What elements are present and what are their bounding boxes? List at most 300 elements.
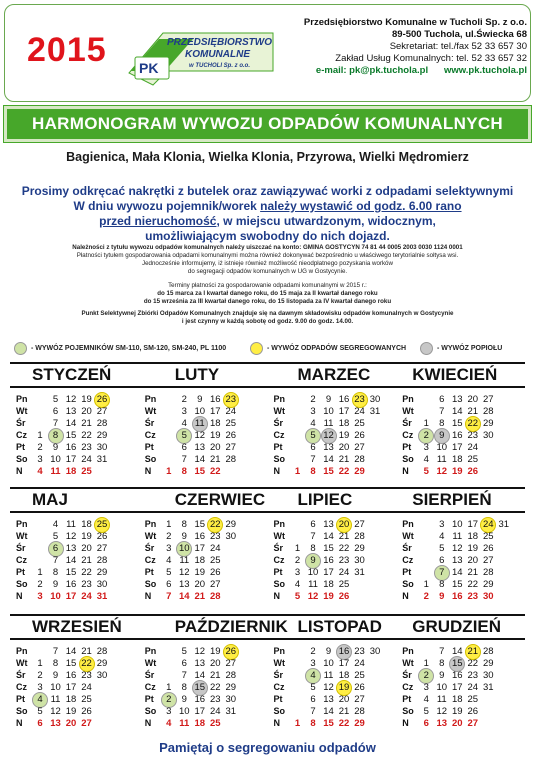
- calendar-day: 30: [354, 555, 365, 566]
- calendar-day: 31: [96, 454, 108, 465]
- calendar-day: 15: [323, 466, 334, 477]
- day-label: Pn: [16, 394, 28, 404]
- day-label: Pn: [144, 646, 157, 656]
- calendar-day: 2: [423, 430, 429, 441]
- calendar-day: 8: [52, 430, 59, 441]
- calendar-day: 29: [354, 543, 365, 554]
- calendar-day: 13: [451, 555, 463, 566]
- calendar-day: 20: [209, 658, 221, 669]
- calendar-day: 1: [166, 466, 172, 477]
- day-label: Pn: [144, 394, 157, 404]
- calendar-day: 13: [323, 519, 334, 530]
- calendar-day: 24: [482, 519, 494, 530]
- calendar-day: 16: [323, 555, 334, 566]
- calendar-day: 10: [307, 567, 319, 578]
- calendar-day: 26: [96, 394, 108, 405]
- calendar-day: 13: [323, 694, 334, 705]
- calendar-day: 22: [209, 519, 221, 530]
- calendar-day: 12: [178, 567, 190, 578]
- calendar-day: 31: [482, 682, 494, 693]
- calendar-day: 6: [52, 543, 59, 554]
- calendar-day: 19: [81, 394, 92, 405]
- company-address: 89-500 Tuchola, ul.Świecka 68: [392, 29, 527, 40]
- calendar-day: 23: [354, 646, 365, 657]
- calendar-day: 1: [37, 658, 43, 669]
- calendar-day: 18: [467, 531, 479, 542]
- calendar-day: 22: [338, 543, 350, 554]
- calendar-day: 3: [310, 406, 316, 417]
- calendar-day: 11: [436, 454, 447, 465]
- day-label: Śr: [402, 670, 412, 680]
- calendar-day: 15: [65, 430, 77, 441]
- day-label: Cz: [16, 555, 27, 565]
- calendar-day: 29: [482, 658, 494, 669]
- calendar-day: 9: [52, 442, 59, 453]
- banner-title: HARMONOGRAM WYWOZU ODPADÓW KOMUNALNYCH: [32, 114, 503, 133]
- calendar-day: 25: [354, 670, 365, 681]
- legend-label: - WYWÓZ POPIOŁU: [437, 345, 503, 352]
- calendar-day: 12: [323, 430, 334, 441]
- day-label: N: [144, 591, 152, 601]
- calendar-day: 25: [225, 418, 237, 429]
- calendar-day: 3: [37, 682, 43, 693]
- calendar-day: 20: [209, 442, 221, 453]
- calendar-day: 18: [65, 694, 77, 705]
- day-label: N: [273, 718, 280, 728]
- calendar-day: 11: [436, 694, 447, 705]
- calendar-day: 26: [225, 430, 237, 441]
- day-label: Cz: [144, 430, 156, 440]
- calendar-day: 27: [354, 442, 365, 453]
- logo-mark: PK: [139, 60, 159, 76]
- calendar-day: 28: [482, 567, 494, 578]
- calendar-day: 25: [209, 555, 221, 566]
- calendar-day: 5: [37, 706, 43, 717]
- calendar-day: 18: [194, 718, 206, 729]
- calendar-day: 14: [65, 646, 77, 657]
- day-label: Cz: [273, 682, 285, 692]
- calendar-day: 22: [81, 567, 92, 578]
- day-label: N: [16, 466, 23, 476]
- day-label: Pt: [402, 694, 412, 704]
- calendar-day: 28: [482, 406, 494, 417]
- calendar-day: 4: [439, 531, 445, 542]
- calendar-day: 17: [338, 406, 350, 417]
- calendar-day: 30: [482, 670, 494, 681]
- calendar-day: 21: [338, 531, 350, 542]
- calendar-day: 16: [338, 646, 350, 657]
- calendar-day: 17: [467, 519, 479, 530]
- calendar-day: 19: [338, 682, 350, 693]
- calendar-day: 13: [178, 579, 190, 590]
- calendar-day: 7: [166, 591, 172, 602]
- calendar-day: 21: [209, 670, 221, 681]
- day-label: Wt: [273, 658, 285, 668]
- calendar-day: 4: [310, 418, 316, 429]
- day-label: N: [144, 718, 152, 728]
- calendar-day: 3: [37, 591, 43, 602]
- day-label: N: [273, 591, 280, 601]
- calendar-day: 16: [451, 591, 463, 602]
- calendar-day: 22: [338, 466, 350, 477]
- day-label: So: [273, 706, 286, 716]
- calendar-day: 13: [194, 658, 206, 669]
- company-name: Przedsiębiorstwo Komunalne w Tucholi Sp. z o.o.: [303, 17, 527, 28]
- calendar-day: 17: [338, 658, 350, 669]
- calendar-day: 24: [225, 406, 237, 417]
- calendar-day: 8: [310, 718, 316, 729]
- calendar-day: 18: [65, 466, 77, 477]
- month-name: LISTOPAD: [297, 617, 382, 636]
- calendar-day: 28: [96, 646, 108, 657]
- calendar-day: 24: [467, 682, 479, 693]
- calendar-day: 25: [81, 466, 92, 477]
- calendar-day: 7: [310, 706, 316, 717]
- calendar-day: 31: [369, 406, 381, 417]
- calendar-day: 21: [194, 591, 206, 602]
- calendar-day: 19: [209, 430, 221, 441]
- calendar-day: 9: [52, 579, 59, 590]
- calendar-day: 23: [209, 531, 221, 542]
- calendar-day: 7: [181, 454, 187, 465]
- calendar-day: 3: [439, 519, 445, 530]
- calendar-day: 14: [451, 646, 463, 657]
- legend-label: - WYWÓZ ODPADÓW SEGREGOWANYCH: [267, 345, 407, 352]
- calendar-day: 1: [37, 567, 43, 578]
- calendar-day: 3: [310, 658, 316, 669]
- day-label: Cz: [16, 682, 27, 692]
- calendar-day: 6: [310, 442, 316, 453]
- month-name: GRUDZIEŃ: [412, 617, 502, 636]
- notice-line-4: umożliwiającym swobodny do nich dojazd.: [145, 229, 390, 243]
- calendar-day: 30: [96, 579, 108, 590]
- day-label: Wt: [16, 658, 28, 668]
- calendar-day: 1: [166, 519, 172, 530]
- calendar-day: 8: [52, 567, 59, 578]
- calendar-day: 30: [482, 591, 494, 602]
- calendar-day: 30: [369, 394, 381, 405]
- calendar-day: 6: [166, 579, 172, 590]
- calendar-day: 11: [323, 418, 334, 429]
- day-label: N: [16, 591, 23, 601]
- calendar-day: 21: [81, 646, 92, 657]
- day-label: Pt: [273, 442, 283, 452]
- pszok-line-1: Punkt Selektywnej Zbiórki Odpadów Komunalnych znajduje się na dawnym składowisku odpadów komunalnych w Gostycynie: [81, 310, 454, 317]
- calendar-day: 10: [178, 543, 190, 554]
- company-secretariat: Sekretariat: tel./fax 52 33 657 30: [389, 41, 527, 52]
- calendar-day: 5: [423, 466, 429, 477]
- calendar-day: 27: [354, 519, 365, 530]
- calendar-day: 12: [194, 646, 206, 657]
- calendar-day: 2: [37, 670, 43, 681]
- company-info: [287, 17, 527, 77]
- calendar-day: 30: [369, 646, 381, 657]
- calendar-day: 25: [354, 418, 365, 429]
- calendar-day: 16: [194, 694, 206, 705]
- calendar-day: 6: [439, 394, 445, 405]
- day-label: Pn: [402, 646, 414, 656]
- calendar-day: 10: [323, 406, 334, 417]
- calendar-day: 13: [194, 442, 206, 453]
- calendar-day: 14: [65, 555, 77, 566]
- header-panel: [4, 4, 531, 102]
- calendar-day: 5: [439, 543, 445, 554]
- calendar-day: 21: [81, 555, 92, 566]
- footer-slogan: Pamiętaj o segregowaniu odpadów: [159, 740, 376, 755]
- calendar-day: 23: [354, 394, 365, 405]
- day-label: Wt: [144, 406, 157, 416]
- calendar-day: 27: [482, 394, 494, 405]
- calendar-day: 27: [467, 718, 479, 729]
- calendar-day: 8: [181, 682, 187, 693]
- calendar-day: 18: [451, 694, 463, 705]
- day-label: Śr: [402, 418, 412, 428]
- calendar-day: 12: [50, 706, 61, 717]
- calendar-day: 1: [294, 466, 301, 477]
- day-label: So: [402, 454, 414, 464]
- calendar-day: 24: [81, 591, 92, 602]
- calendar-day: 26: [354, 682, 365, 693]
- calendar-day: 11: [179, 555, 190, 566]
- calendar-day: 17: [194, 706, 206, 717]
- payment-info: [12, 244, 523, 276]
- calendar-day: 3: [166, 543, 172, 554]
- calendar-day: 10: [50, 682, 61, 693]
- day-label: So: [144, 706, 157, 716]
- calendar-day: 18: [338, 418, 350, 429]
- calendar-day: 16: [451, 430, 463, 441]
- calendar-day: 15: [451, 579, 463, 590]
- calendar-day: 2: [37, 442, 43, 453]
- pszok-line-2: i jest czynny w każdą sobotę od godz. 9.00 do godz. 14.00.: [181, 318, 354, 325]
- payment-terms: [12, 282, 523, 306]
- calendar-day: 8: [310, 543, 316, 554]
- calendar-day: 15: [323, 718, 334, 729]
- calendar-day: 30: [225, 531, 237, 542]
- calendar-day: 26: [96, 531, 108, 542]
- calendar-day: 6: [52, 406, 59, 417]
- calendar-day: 28: [354, 454, 365, 465]
- calendar-day: 24: [354, 658, 365, 669]
- calendar-day: 27: [96, 406, 108, 417]
- month-name: STYCZEŃ: [32, 365, 112, 384]
- calendar-day: 9: [181, 694, 187, 705]
- calendar-day: 12: [65, 394, 77, 405]
- calendar-day: 4: [423, 454, 429, 465]
- day-label: Wt: [273, 531, 285, 541]
- calendar-day: 23: [81, 579, 92, 590]
- calendar-day: 3: [294, 567, 301, 578]
- calendar-day: 4: [181, 418, 187, 429]
- payment-line-1: Należności z tytułu wywozu odpadów komunalnych należy uiszczać na konto: GMINA GOSTYCYN 74 81 44 0005 2003 0030 1124 0001: [72, 244, 463, 251]
- calendar-day: 21: [467, 567, 479, 578]
- calendar-day: 2: [181, 394, 187, 405]
- day-label: Śr: [402, 543, 412, 553]
- calendar-day: 7: [310, 454, 316, 465]
- calendar-day: 28: [482, 646, 494, 657]
- calendar-day: 16: [338, 394, 350, 405]
- calendar-day: 11: [308, 579, 318, 590]
- terms-line-3: do 15 września za III kwartał danego roku, do 15 listopada za IV kwartał danego roku: [143, 298, 392, 305]
- calendar-day: 30: [96, 442, 108, 453]
- calendar-day: 15: [451, 658, 463, 669]
- green-dot-icon: [14, 342, 27, 355]
- day-label: Wt: [16, 406, 28, 416]
- day-label: Wt: [144, 531, 157, 541]
- calendar-day: 28: [96, 418, 108, 429]
- calendar-day: 29: [482, 579, 494, 590]
- day-label: Śr: [144, 543, 155, 553]
- day-label: Śr: [273, 418, 284, 428]
- calendar-day: 17: [65, 682, 77, 693]
- calendar-day: 22: [209, 682, 221, 693]
- calendar-day: 22: [209, 466, 221, 477]
- calendar-day: 16: [209, 394, 221, 405]
- calendar-day: 29: [354, 718, 365, 729]
- month-name: SIERPIEŃ: [412, 490, 492, 509]
- calendar-day: 24: [467, 442, 479, 453]
- calendar-day: 17: [323, 567, 334, 578]
- day-label: So: [402, 706, 414, 716]
- calendar-day: 20: [81, 543, 92, 554]
- calendar-day: 27: [225, 442, 237, 453]
- day-label: Pt: [144, 694, 154, 704]
- calendar-day: 9: [197, 394, 203, 405]
- calendar-day: 12: [436, 466, 448, 477]
- calendar-day: 3: [181, 406, 187, 417]
- calendar-day: 13: [323, 442, 334, 453]
- calendar-day: 10: [50, 454, 61, 465]
- day-label: Pt: [402, 567, 412, 577]
- calendar-day: 18: [338, 670, 350, 681]
- calendar-day: 26: [467, 706, 479, 717]
- day-label: So: [16, 579, 28, 589]
- day-label: Cz: [144, 555, 156, 565]
- calendar-day: 21: [467, 406, 479, 417]
- notice-line-3: [0, 214, 535, 229]
- calendar-day: 18: [209, 418, 221, 429]
- calendar-day: 14: [323, 706, 334, 717]
- calendar-day: 23: [209, 694, 221, 705]
- day-label: N: [402, 466, 409, 476]
- calendar-day: 22: [338, 718, 350, 729]
- calendar-day: 6: [423, 718, 429, 729]
- company-services: Zakład Usług Komunalnych: tel. 52 33 657 32: [335, 53, 527, 64]
- day-label: Śr: [144, 418, 155, 428]
- calendar-day: 14: [178, 591, 190, 602]
- calendar-day: 13: [65, 406, 77, 417]
- calendar-day: 12: [451, 543, 463, 554]
- calendar-day: 2: [166, 694, 172, 705]
- calendar-day: 4: [52, 519, 59, 530]
- calendar-day: 19: [194, 567, 206, 578]
- calendar-day: 19: [467, 543, 479, 554]
- calendar-day: 5: [181, 430, 187, 441]
- day-label: Wt: [16, 531, 28, 541]
- calendar-day: 5: [423, 706, 429, 717]
- calendar-day: 18: [81, 519, 92, 530]
- calendar-day: 3: [37, 454, 43, 465]
- calendar-day: 17: [194, 543, 206, 554]
- calendar-day: 9: [325, 394, 332, 405]
- day-label: Pt: [144, 442, 154, 452]
- calendar-day: 6: [310, 519, 316, 530]
- calendar-day: 23: [225, 394, 237, 405]
- calendar-day: 8: [439, 658, 445, 669]
- calendar-day: 28: [96, 555, 108, 566]
- calendar-day: 4: [37, 466, 43, 477]
- company-logo: [123, 27, 283, 87]
- notice-line-3b: , w miejscu utwardzonym, widocznym,: [216, 214, 436, 228]
- day-label: Cz: [402, 555, 414, 565]
- day-label: N: [273, 466, 280, 476]
- calendar-day: 6: [181, 658, 187, 669]
- calendar-day: 4: [294, 579, 301, 590]
- day-label: Pn: [273, 394, 286, 404]
- month-name: CZERWIEC: [174, 490, 266, 509]
- calendar-day: 2: [37, 579, 43, 590]
- calendar-day: 8: [439, 579, 445, 590]
- calendar-day: 29: [96, 567, 108, 578]
- calendar-day: 19: [65, 706, 77, 717]
- calendar-day: 21: [467, 646, 479, 657]
- calendar-day: 26: [81, 706, 92, 717]
- calendar-day: 10: [323, 658, 334, 669]
- day-label: Wt: [402, 406, 414, 416]
- calendar-day: 29: [354, 466, 365, 477]
- legend: [12, 342, 527, 358]
- day-label: Śr: [273, 670, 284, 680]
- calendar-day: 9: [181, 531, 187, 542]
- calendar-day: 14: [194, 454, 206, 465]
- day-label: So: [144, 454, 157, 464]
- calendar-day: 11: [66, 519, 76, 530]
- day-label: Cz: [144, 682, 156, 692]
- calendar-day: 15: [194, 519, 206, 530]
- calendar-day: 1: [423, 418, 429, 429]
- calendar-day: 23: [338, 555, 350, 566]
- calendar-day: 25: [467, 454, 479, 465]
- calendar-day: 15: [194, 466, 206, 477]
- calendar-day: 1: [37, 430, 43, 441]
- day-label: Pn: [402, 519, 414, 529]
- calendar-day: 10: [436, 682, 448, 693]
- calendar-day: 6: [310, 694, 316, 705]
- calendar-day: 5: [181, 646, 187, 657]
- calendar-day: 23: [81, 442, 92, 453]
- calendar-day: 7: [52, 646, 59, 657]
- calendar-day: 20: [65, 718, 77, 729]
- calendar-day: 8: [52, 658, 59, 669]
- calendar-day: 4: [310, 670, 316, 681]
- day-label: N: [144, 466, 152, 476]
- company-contact: e-mail: pk@pk.tuchola.pl www.pk.tuchola.pl: [315, 65, 527, 76]
- calendar-day: 18: [451, 454, 463, 465]
- calendar-day: 27: [225, 658, 237, 669]
- calendar-day: 8: [439, 418, 445, 429]
- day-label: Pn: [273, 519, 286, 529]
- calendar-day: 27: [81, 718, 92, 729]
- calendar-day: 17: [209, 406, 221, 417]
- day-label: Śr: [144, 670, 155, 680]
- notice-line-1: Prosimy odkręcać nakrętki z butelek oraz zawiązywać worki z odpadami selektywnymi: [21, 184, 514, 198]
- calendar-day: 29: [96, 430, 108, 441]
- calendar-day: 4: [166, 555, 172, 566]
- calendar-day: 7: [310, 531, 316, 542]
- year-title: 2015: [27, 31, 107, 69]
- calendar-day: 23: [81, 670, 92, 681]
- calendar-day: 29: [482, 418, 494, 429]
